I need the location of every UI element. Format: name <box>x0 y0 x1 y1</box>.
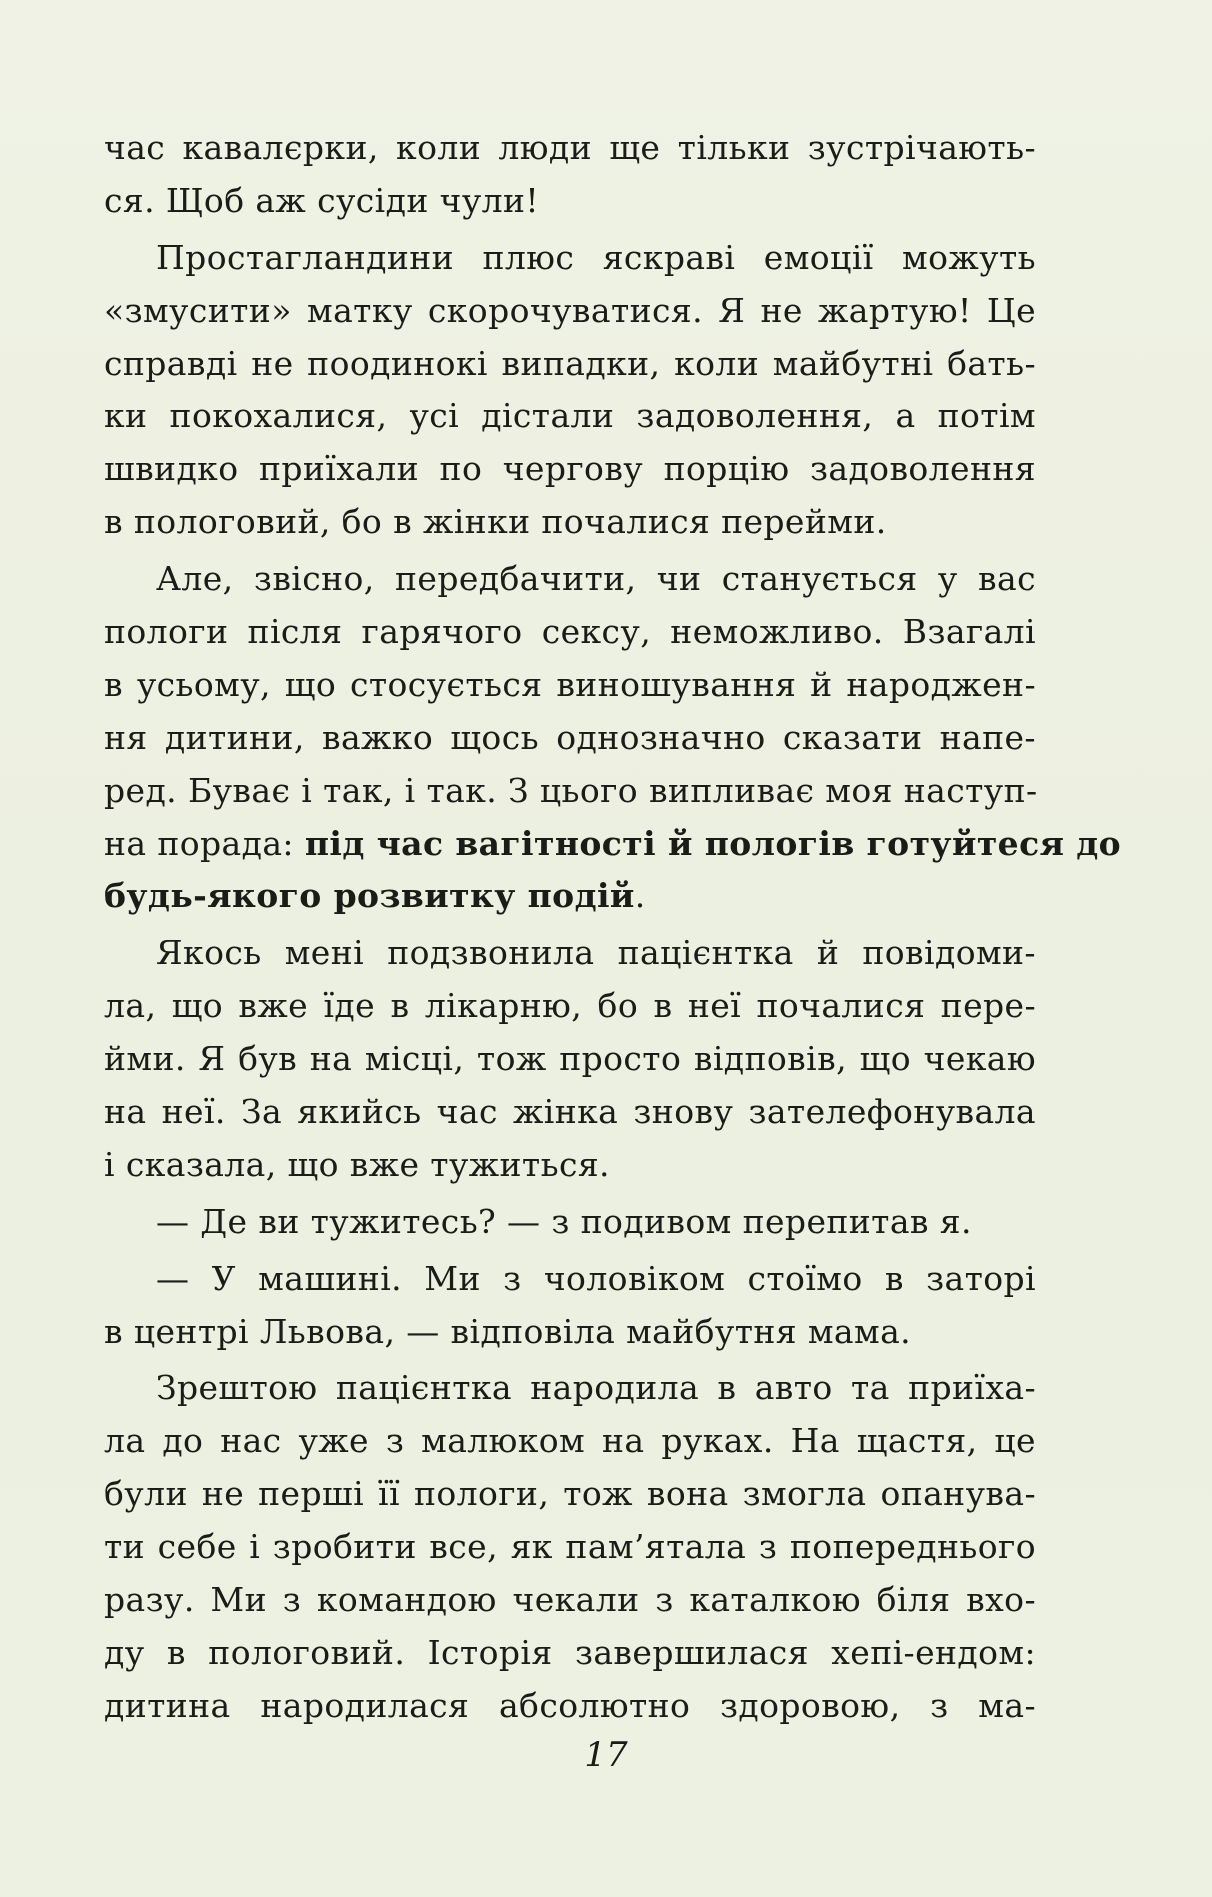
text-line: ти себе і зробити все, як пам’ятала з попереднього <box>104 1527 1036 1567</box>
text-line: — У машині. Ми з чоловіком стоїмо в заторі <box>156 1258 1036 1298</box>
period: . <box>634 876 646 916</box>
text-line: Простагландини плюс яскраві емоції можуть <box>156 237 1036 277</box>
text-line: час кавалєрки, коли люди ще тільки зустрічають- <box>104 128 1036 167</box>
text-line: Якось мені подзвонила пацієнтка й повідоми- <box>156 933 1036 973</box>
plain-text: на порада: <box>104 823 305 863</box>
text-line: були не перші її пологи, тож вона змогла опанува- <box>104 1474 1036 1514</box>
paragraph <box>104 927 1036 1191</box>
text-line: ся. Щоб аж сусіди чули! <box>104 180 540 220</box>
text-line: йми. Я був на місці, тож просто відповів, що чекаю <box>104 1039 1036 1079</box>
page-number: 17 <box>584 1735 628 1775</box>
text-line: разу. Ми з командою чекали з каталкою біля вхо- <box>104 1580 1036 1620</box>
text-line: на неї. За якийсь час жінка знову зателефонувала <box>104 1092 1036 1132</box>
text-line: ла до нас уже з малюком на руках. На щастя, це <box>104 1421 1036 1461</box>
text-line: дитина народилася абсолютно здоровою, з ма- <box>104 1685 1036 1725</box>
text-line: в пологовий, бо в жінки почалися перейми. <box>104 502 887 542</box>
body-text <box>104 122 1122 1733</box>
text-line: ду в пологовий. Історія завершилася хепі-ендом: <box>104 1632 1036 1672</box>
text-line: ки покохалися, усі дістали задоволення, а потім <box>104 396 1036 436</box>
text-line: «змусити» матку скорочуватися. Я не жартую! Це <box>104 290 1036 330</box>
text-line: Зрештою пацієнтка народила в авто та приїха- <box>156 1368 1036 1408</box>
text-line: і сказала, що вже тужиться. <box>104 1144 610 1184</box>
text-line: ред. Буває і так, і так. З цього випливає моя наступ- <box>104 770 1038 810</box>
paragraph <box>104 553 1122 923</box>
text-line: швидко приїхали по чергову порцію задоволення <box>104 449 1036 489</box>
paragraph <box>104 232 1036 549</box>
text-line: — Де ви тужитесь? — з подивом перепитав я. <box>156 1201 972 1241</box>
paragraph <box>104 1362 1036 1732</box>
text-line: ня дитини, важко щось однозначно сказати напе- <box>104 717 1036 757</box>
text-line: пологи після гарячого сексу, неможливо. Взагалі <box>104 612 1036 652</box>
text-line: Але, звісно, передбачити, чи станується у вас <box>156 559 1036 599</box>
bold-advice-end: будь-якого розвитку подій <box>104 876 635 916</box>
text-line: справді не поодинокі випадки, коли майбутні бать- <box>104 343 1036 383</box>
bold-advice: під час вагітності й пологів готуйтеся до <box>304 823 1122 863</box>
text-line-bold <box>104 870 1036 923</box>
text-line: ла, що вже їде в лікарню, бо в неї почалися пере- <box>104 986 1036 1026</box>
dialogue-line <box>104 1196 1036 1249</box>
text-line: в центрі Львова, — відповіла майбутня мама. <box>104 1311 912 1351</box>
paragraph <box>104 122 1036 228</box>
text-line-mixed <box>104 818 1122 871</box>
text-line: в усьому, що стосується виношування й народжен- <box>104 664 1036 704</box>
dialogue-line <box>104 1253 1036 1359</box>
